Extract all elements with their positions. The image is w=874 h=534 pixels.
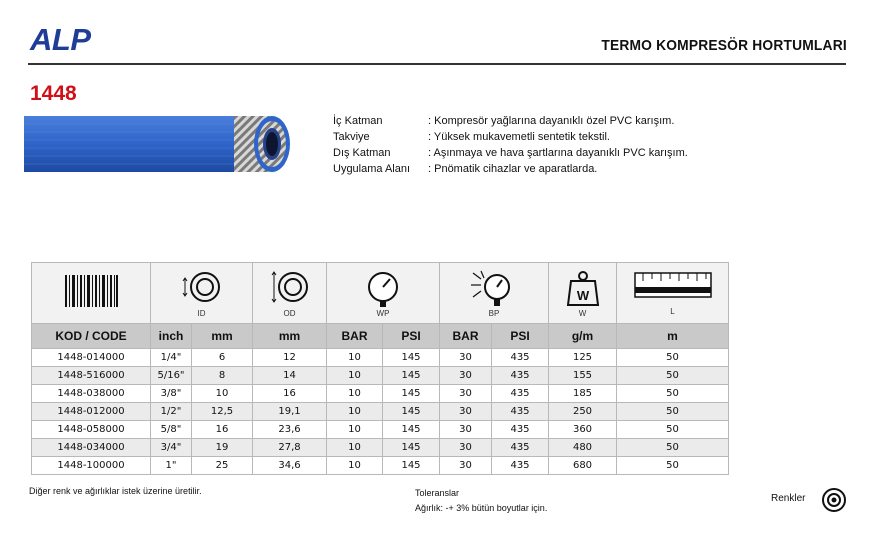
table-cell: 10: [192, 385, 253, 403]
color-swatch-icon: [821, 487, 847, 513]
burst-pressure-cell: [440, 263, 549, 324]
colors-label: Renkler: [771, 493, 806, 504]
table-row: [32, 421, 729, 439]
table-cell: 480: [549, 439, 617, 457]
table-cell: 30: [440, 367, 492, 385]
table-cell: 50: [617, 457, 729, 475]
table-cell: 30: [440, 349, 492, 367]
table-cell: 1": [151, 457, 192, 475]
table-cell: 10: [327, 403, 383, 421]
table-cell: 185: [549, 385, 617, 403]
column-header: PSI: [492, 324, 549, 349]
table-cell: 30: [440, 457, 492, 475]
footer-note: Diğer renk ve ağırlıklar istek üzerine üretilir.: [29, 486, 202, 496]
inner-diameter-cell: [151, 263, 253, 324]
icon-caption: W: [578, 309, 587, 318]
barcode-icon: [63, 273, 119, 313]
table-cell: 30: [440, 385, 492, 403]
table-cell: 16: [253, 385, 327, 403]
column-header: BAR: [440, 324, 492, 349]
table-row: [32, 439, 729, 457]
table-cell: 25: [192, 457, 253, 475]
table-cell: 34,6: [253, 457, 327, 475]
table-cell: 435: [492, 457, 549, 475]
table-cell: 50: [617, 439, 729, 457]
table-cell: 145: [383, 367, 440, 385]
table-cell: 6: [192, 349, 253, 367]
weight-cell: [549, 263, 617, 324]
table-cell: 10: [327, 439, 383, 457]
table-cell: 680: [549, 457, 617, 475]
tolerance-block: [415, 486, 547, 516]
table-cell: 30: [440, 439, 492, 457]
column-header: mm: [253, 324, 327, 349]
svg-text:W: W: [576, 288, 589, 303]
weight-icon: [563, 269, 603, 309]
product-code-cell: 1448-516000: [32, 367, 151, 385]
icon-caption: L: [670, 307, 675, 316]
table-cell: 5/8": [151, 421, 192, 439]
table-cell: 1/2": [151, 403, 192, 421]
product-code: 1448: [30, 82, 77, 105]
table-cell: 435: [492, 439, 549, 457]
table-cell: 19: [192, 439, 253, 457]
table-cell: 1/4": [151, 349, 192, 367]
barcode-cell: [32, 263, 151, 324]
table-cell: 145: [383, 457, 440, 475]
table-cell: 50: [617, 367, 729, 385]
icon-caption: BP: [488, 309, 500, 318]
header-divider: [28, 63, 846, 65]
column-header: BAR: [327, 324, 383, 349]
table-cell: 12: [253, 349, 327, 367]
table-cell: 3/8": [151, 385, 192, 403]
table-cell: 145: [383, 403, 440, 421]
spec-row: İç Katman : Kompresör yağlarına dayanıklı özel PVC karışım.: [333, 115, 675, 127]
table-cell: 360: [549, 421, 617, 439]
table-cell: 435: [492, 349, 549, 367]
table-cell: 19,1: [253, 403, 327, 421]
column-header: PSI: [383, 324, 440, 349]
table-cell: 23,6: [253, 421, 327, 439]
table-row: [32, 403, 729, 421]
spec-row: Dış Katman : Aşınmaya ve hava şartlarına dayanıklı PVC karışım.: [333, 147, 688, 159]
table-cell: 8: [192, 367, 253, 385]
product-code-cell: 1448-100000: [32, 457, 151, 475]
page-title: TERMO KOMPRESÖR HORTUMLARI: [601, 37, 847, 54]
table-cell: 10: [327, 367, 383, 385]
tolerance-text: Ağırlık: -+ 3% bütün boyutlar için.: [415, 503, 548, 513]
length-cell: [617, 263, 729, 324]
table-cell: 145: [383, 421, 440, 439]
table-cell: 435: [492, 403, 549, 421]
table-cell: 3/4": [151, 439, 192, 457]
inner-diameter-icon: [177, 269, 227, 309]
column-header: mm: [192, 324, 253, 349]
table-row: [32, 349, 729, 367]
table-cell: 145: [383, 385, 440, 403]
brand-logo: ALP: [30, 22, 91, 57]
tolerance-title: Toleranslar: [415, 488, 460, 498]
column-header: g/m: [549, 324, 617, 349]
product-code-cell: 1448-038000: [32, 385, 151, 403]
icon-caption: WP: [376, 309, 390, 318]
column-header: KOD / CODE: [32, 324, 151, 349]
table-cell: 12,5: [192, 403, 253, 421]
icon-caption: ID: [197, 309, 206, 318]
table-cell: 145: [383, 439, 440, 457]
table-cell: 435: [492, 385, 549, 403]
table-cell: 10: [327, 385, 383, 403]
product-code-cell: 1448-058000: [32, 421, 151, 439]
product-code-cell: 1448-034000: [32, 439, 151, 457]
table-row: [32, 385, 729, 403]
spec-row: Uygulama Alanı : Pnömatik cihazlar ve aparatlarda.: [333, 163, 598, 175]
table-cell: 155: [549, 367, 617, 385]
product-table: [31, 262, 729, 475]
table-body: [32, 349, 729, 475]
table-cell: 435: [492, 367, 549, 385]
table-cell: 10: [327, 421, 383, 439]
column-header: inch: [151, 324, 192, 349]
table-cell: 250: [549, 403, 617, 421]
table-cell: 30: [440, 403, 492, 421]
table-cell: 125: [549, 349, 617, 367]
table-cell: 30: [440, 421, 492, 439]
product-code-cell: 1448-012000: [32, 403, 151, 421]
table-cell: 10: [327, 457, 383, 475]
column-header: m: [617, 324, 729, 349]
table-cell: 27,8: [253, 439, 327, 457]
outer-diameter-cell: [253, 263, 327, 324]
table-cell: 50: [617, 421, 729, 439]
product-code-cell: 1448-014000: [32, 349, 151, 367]
table-cell: 16: [192, 421, 253, 439]
table-cell: 50: [617, 403, 729, 421]
burst-pressure-icon: [469, 269, 519, 309]
table-cell: 10: [327, 349, 383, 367]
outer-diameter-icon: [265, 269, 315, 309]
icon-caption: OD: [283, 309, 296, 318]
spec-list: [333, 113, 688, 177]
table-cell: 5/16": [151, 367, 192, 385]
hose-image: [24, 114, 296, 176]
ruler-icon: [633, 271, 713, 307]
spec-row: Takviye : Yüksek mukavemetli sentetik tekstil.: [333, 131, 610, 143]
table-cell: 14: [253, 367, 327, 385]
table-cell: 50: [617, 349, 729, 367]
table-header-row: [32, 324, 729, 349]
table-row: [32, 457, 729, 475]
working-pressure-cell: [327, 263, 440, 324]
pressure-gauge-icon: [363, 269, 403, 309]
table-cell: 145: [383, 349, 440, 367]
table-cell: 435: [492, 421, 549, 439]
table-cell: 50: [617, 385, 729, 403]
table-row: [32, 367, 729, 385]
